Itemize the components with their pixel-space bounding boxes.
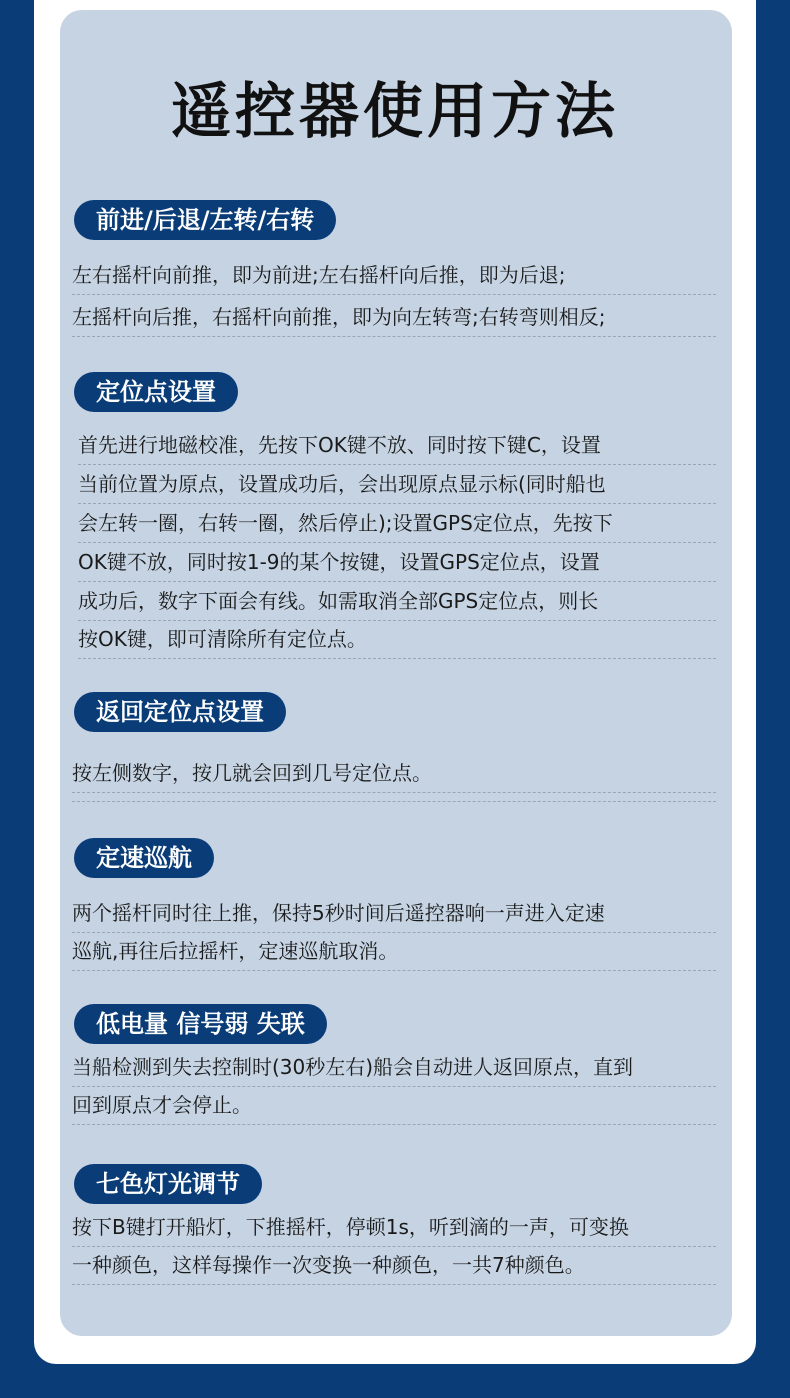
- section-text-line: 当船检测到失去控制时(30秒左右)船会自动进人返回原点，直到: [72, 1048, 716, 1087]
- section-heading-return-waypoint: 返回定位点设置: [74, 692, 286, 732]
- section-heading-low-battery: 低电量 信号弱 失联: [74, 1004, 327, 1044]
- section-text-line: OK键不放，同时按1-9的某个按键，设置GPS定位点，设置: [78, 543, 716, 582]
- section-text-line: 回到原点才会停止。: [72, 1086, 716, 1125]
- section-heading-waypoint-setup: 定位点设置: [74, 372, 238, 412]
- section-text-line: 会左转一圈，右转一圈，然后停止);设置GPS定位点，先按下: [78, 504, 716, 543]
- section-text-line: 按下B键打开船灯，下推摇杆，停顿1s，听到滴的一声，可变换: [72, 1208, 716, 1247]
- section-text-line: 左右摇杆向前推，即为前进;左右摇杆向后推，即为后退;: [72, 256, 716, 295]
- section-text-line: 按左侧数字，按几就会回到几号定位点。: [72, 754, 716, 793]
- section-text-line: 首先进行地磁校准，先按下OK键不放、同时按下键C，设置: [78, 426, 716, 465]
- section-heading-light-control: 七色灯光调节: [74, 1164, 262, 1204]
- page-title: 遥控器使用方法: [171, 77, 619, 147]
- dashed-divider: [72, 763, 716, 802]
- section-text-line: 一种颜色，这样每操作一次变换一种颜色，一共7种颜色。: [72, 1246, 716, 1285]
- section-text-line: 成功后，数字下面会有线。如需取消全部GPS定位点，则长: [78, 582, 716, 621]
- section-text-line: 两个摇杆同时往上推，保持5秒时间后遥控器响一声进入定速: [72, 894, 716, 933]
- section-heading-forward-back: 前进/后退/左转/右转: [74, 200, 336, 240]
- section-text-line: 巡航,再往后拉摇杆，定速巡航取消。: [72, 932, 716, 971]
- section-heading-cruise-control: 定速巡航: [74, 838, 214, 878]
- section-text-line: 当前位置为原点，设置成功后，会出现原点显示标(同时船也: [78, 465, 716, 504]
- section-text-line: 按OK键，即可清除所有定位点。: [78, 620, 716, 659]
- section-text-line: 左摇杆向后推，右摇杆向前推，即为向左转弯;右转弯则相反;: [72, 298, 716, 337]
